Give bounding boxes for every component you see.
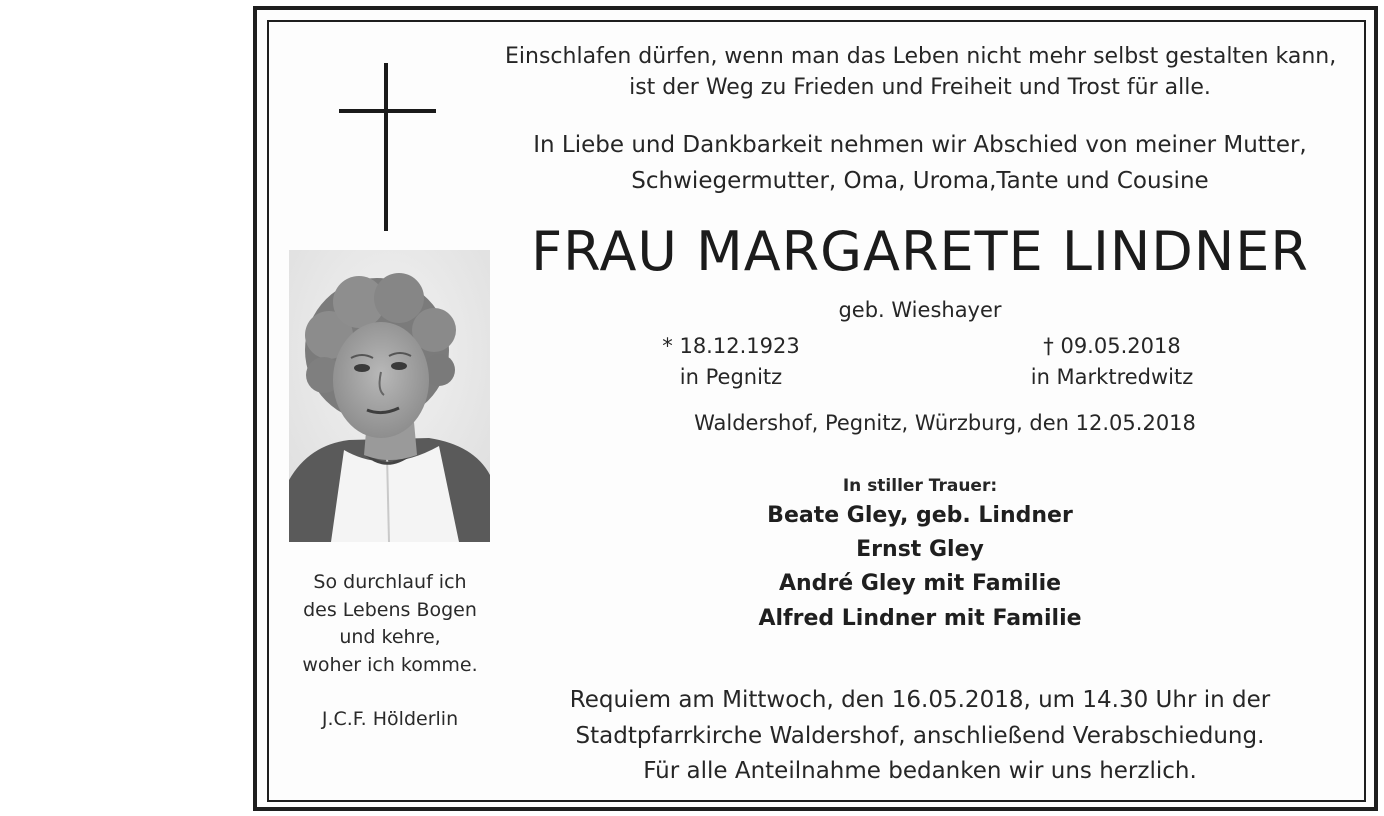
portrait-photo [289,250,490,542]
requiem-line-3: Für alle Anteilnahme bedanken wir uns herzlich. [643,758,1197,784]
mourner-name: Beate Gley, geb. Lindner [767,503,1073,528]
poem-line: und kehre, [339,626,441,648]
opening-line-1: Einschlafen dürfen, wenn man das Leben nicht mehr selbst gestalten kann, [505,44,1337,69]
mourners-heading: In stiller Trauer: [842,476,998,496]
farewell-line-1: In Liebe und Dankbarkeit nehmen wir Abschied von meiner Mutter, [533,132,1307,158]
mourner-name: Alfred Lindner mit Familie [758,606,1082,631]
place-and-date: Waldershof, Pegnitz, Würzburg, den 12.05.2018 [694,411,1196,435]
birth-date: * 18.12.1923 [662,334,800,358]
poem [280,569,500,679]
poem-line: So durchlauf ich [313,571,467,593]
maiden-name: geb. Wieshayer [838,298,1002,322]
birth-info [621,331,841,393]
birth-place: in Pegnitz [679,365,783,389]
opening-line-2: ist der Weg zu Frieden und Freiheit und Trost für alle. [629,75,1211,100]
farewell-line-2: Schwiegermutter, Oma, Uroma,Tante und Cousine [631,168,1209,194]
poem-line: des Lebens Bogen [303,598,477,621]
deceased-name: FRAU MARGARETE LINDNER [531,220,1309,283]
cross-icon-horizontal-bar [339,109,436,113]
poem-author: J.C.F. Hölderlin [321,708,459,730]
mourner-name: Ernst Gley [856,537,984,562]
death-place: in Marktredwitz [1030,365,1194,389]
requiem-line-1: Requiem am Mittwoch, den 16.05.2018, um 14.30 Uhr in der [569,687,1271,713]
death-date: † 09.05.2018 [1043,334,1181,358]
requiem-line-2: Stadtpfarrkirche Waldershof, anschließend Verabschiedung. [575,723,1265,749]
portrait-illustration [289,250,490,542]
mourner-name: André Gley mit Familie [778,571,1062,596]
poem-line: woher ich komme. [302,653,478,676]
death-info [1002,331,1222,393]
cross-icon-vertical-bar [384,63,388,231]
